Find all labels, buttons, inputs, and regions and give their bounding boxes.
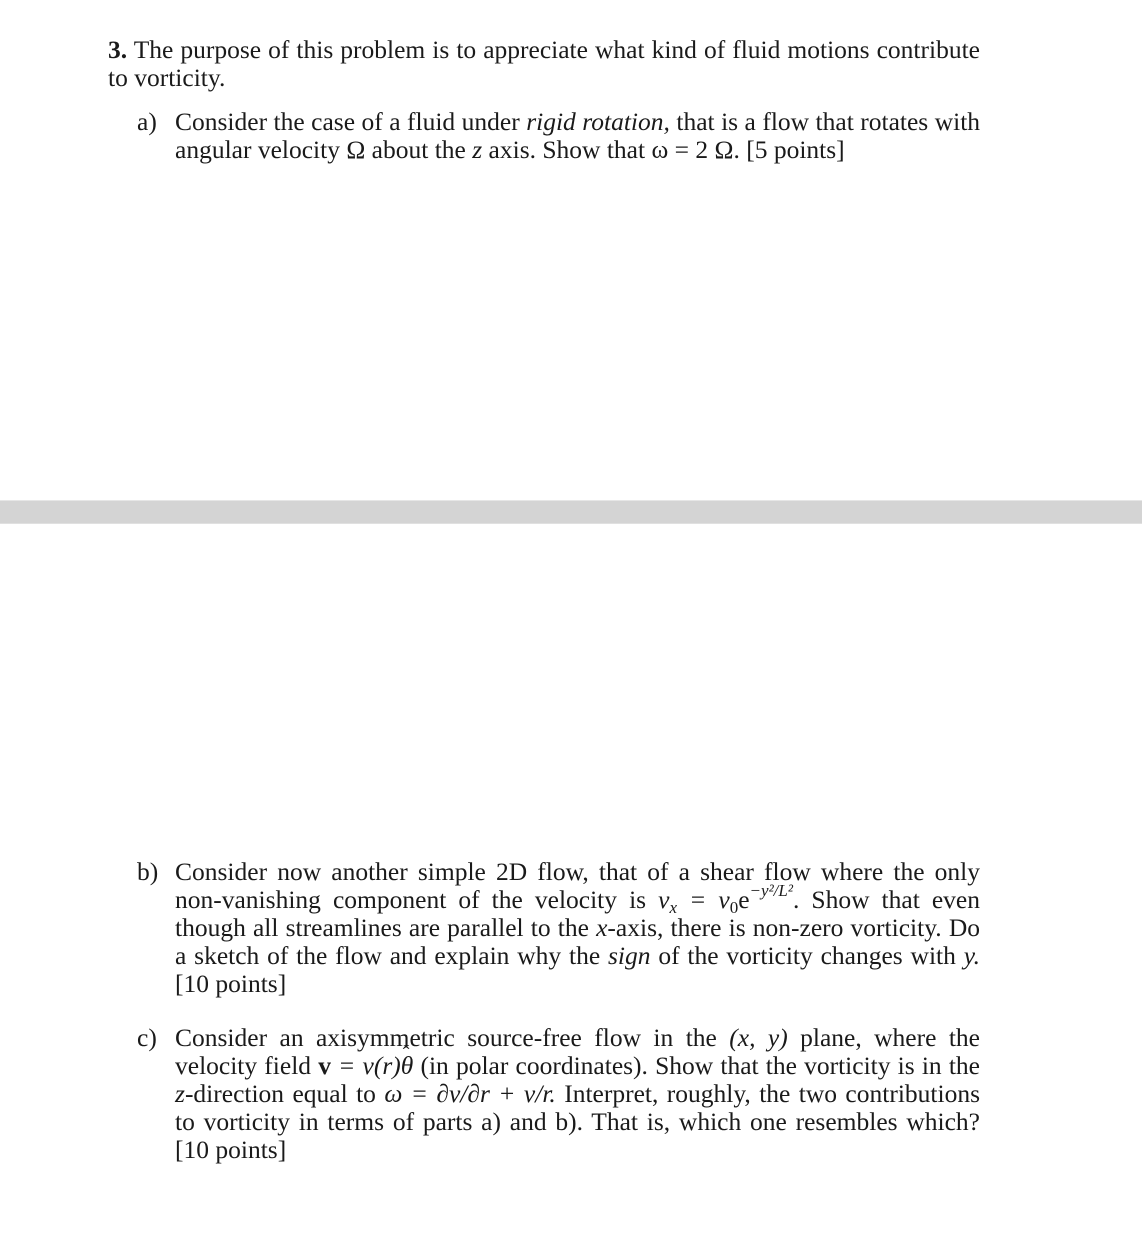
part-a-points: [5 points] bbox=[746, 135, 845, 164]
problem-intro: The purpose of this problem is to appreciate what kind of fluid motions contribute to vorticity. bbox=[108, 35, 980, 92]
part-a bbox=[137, 108, 980, 164]
math-theta-hat: ˆ θ bbox=[401, 1052, 414, 1080]
part-a-equation: ω = 2 Ω. bbox=[651, 135, 740, 164]
part-c-label: c) bbox=[137, 1023, 157, 1052]
part-b-text: . Show that even though all streamlines are parallel to the bbox=[175, 885, 980, 942]
part-b-text: -axis, there is non-zero vorticity. Do a sketch of the flow and explain why the bbox=[175, 913, 980, 970]
page-separator bbox=[0, 500, 1142, 524]
part-a-text: axis. Show that bbox=[488, 135, 646, 164]
part-c bbox=[137, 1024, 980, 1164]
page-top bbox=[0, 0, 1142, 500]
math-z: z bbox=[472, 135, 483, 164]
part-c-text: Interpret, roughly, the two contributions to vorticity in terms of parts a) and b). That is, which one resembles which? bbox=[175, 1079, 980, 1136]
part-c-text: Consider an axisymmetric source-free flow in the bbox=[175, 1023, 717, 1052]
math-v: v bbox=[658, 885, 670, 914]
math-equals-v: = v bbox=[677, 885, 730, 914]
part-b-text: of the vorticity changes with bbox=[658, 941, 956, 970]
rigid-rotation-emphasis: rigid rotation, bbox=[526, 107, 670, 136]
part-b-text: Consider now another simple 2D flow, that of a shear flow where the only non-vanishing component of the velocity is bbox=[175, 857, 980, 914]
part-c-text: plane, where the velocity field bbox=[175, 1023, 981, 1080]
math-z: z bbox=[175, 1079, 185, 1108]
part-c-text: -direction equal to bbox=[184, 1079, 376, 1108]
problem-statement bbox=[108, 36, 980, 92]
part-a-body bbox=[175, 108, 980, 164]
part-b-body bbox=[175, 858, 980, 998]
sign-emphasis: sign bbox=[607, 941, 651, 970]
part-c-body bbox=[175, 1024, 980, 1164]
part-c-text: (in polar coordinates). Show that the vorticity is in the bbox=[420, 1051, 980, 1080]
part-b-label: b) bbox=[137, 857, 159, 886]
math-subscript-0: 0 bbox=[729, 898, 739, 918]
math-exponent: −y²/L² bbox=[749, 881, 793, 901]
part-a-text: Consider the case of a fluid under bbox=[175, 107, 520, 136]
part-b-points: [10 points] bbox=[175, 969, 287, 998]
part-b bbox=[137, 858, 980, 998]
part-c-points: [10 points] bbox=[175, 1135, 287, 1164]
part-a-label: a) bbox=[137, 107, 157, 136]
math-e: e bbox=[738, 885, 750, 914]
math-x: x bbox=[596, 913, 608, 942]
math-bold-v: v bbox=[318, 1051, 331, 1080]
part-c-equation: ω = ∂v/∂r + v/r. bbox=[384, 1079, 556, 1108]
part-a-text: that is a flow that rotates with angular velocity Ω about the bbox=[175, 107, 981, 164]
problem-number: 3. bbox=[108, 35, 128, 64]
math-subscript-x: x bbox=[669, 898, 678, 918]
math-velocity-expression: = v(r) bbox=[330, 1051, 401, 1080]
math-xy-plane: (x, y) bbox=[729, 1023, 788, 1052]
math-y: y. bbox=[963, 941, 981, 970]
